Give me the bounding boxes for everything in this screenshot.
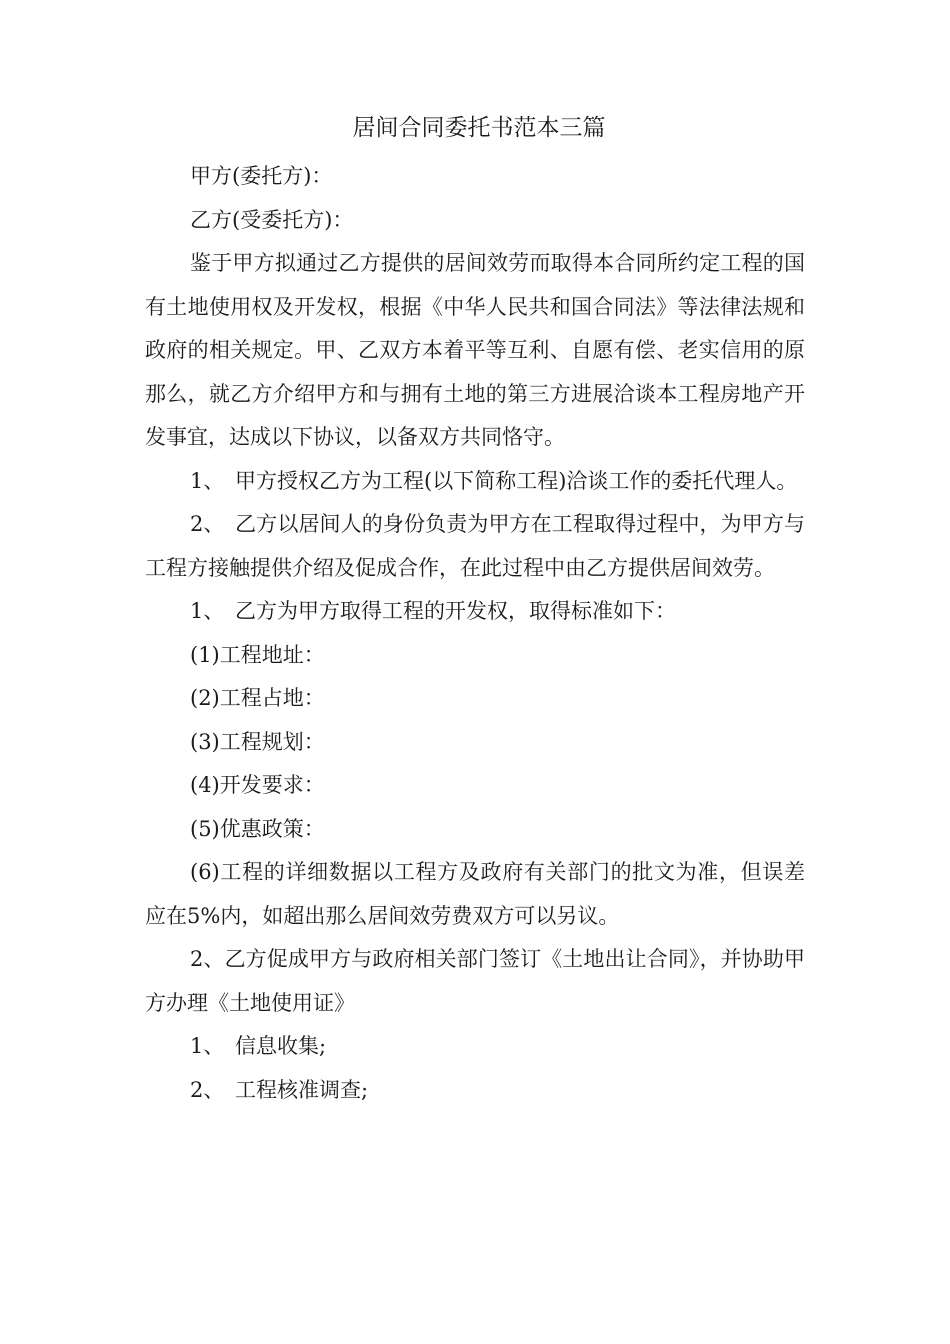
standard-item-6: (6)工程的详细数据以工程方及政府有关部门的批文为准，但误差应在5%内，如超出那么居间效劳费双方可以另议。: [145, 860, 805, 928]
clause-3: [145, 590, 805, 634]
clause-5-number: 1、: [190, 1034, 225, 1058]
clause-5: [145, 1025, 805, 1069]
clause-1-text: 甲方授权乙方为工程(以下简称工程)洽谈工作的委托代理人。: [235, 468, 798, 493]
clause-3-text: 乙方为甲方取得工程的开发权，取得标准如下：: [235, 599, 676, 623]
clause-2-text: 乙方以居间人的身份负责为甲方在工程取得过程中，为甲方与工程方接触提供介绍及促成合作，在此过程中由乙方提供居间效劳。: [145, 512, 805, 580]
preamble-paragraph: 鉴于甲方拟通过乙方提供的居间效劳而取得本合同所约定工程的国有土地使用权及开发权，根据《中华人民共和国合同法》等法律法规和政府的相关规定。甲、乙双方本着平等互利、自愿有偿、老实信用的原那么，就乙方介绍甲方和与拥有土地的第三方进展洽谈本工程房地产开发事宜，达成以下协议，以备双方共同恪守。: [145, 251, 805, 449]
standard-item-1: (1)工程地址：: [190, 642, 325, 667]
clause-4: 2、乙方促成甲方与政府相关部门签订《土地出让合同》，并协助甲方办理《土地使用证》: [145, 947, 805, 1015]
party-b-line: 乙方(受委托方)：: [190, 207, 354, 232]
standard-item-4: (4)开发要求：: [190, 773, 325, 797]
clause-6: [145, 1069, 805, 1113]
standard-item-5: (5)优惠政策：: [190, 816, 325, 841]
clause-6-number: 2、: [190, 1077, 225, 1102]
standard-item-3: (3)工程规划：: [190, 729, 325, 754]
document-title: 居间合同委托书范本三篇: [352, 115, 606, 141]
clause-6-text: 工程核准调查;: [235, 1077, 369, 1102]
clause-5-text: 信息收集;: [235, 1034, 327, 1058]
clause-3-number: 1、: [190, 599, 225, 623]
clause-1: [145, 460, 805, 504]
document-body: [145, 108, 805, 1112]
clause-1-number: 1、: [190, 468, 225, 493]
standard-item-2: (2)工程占地：: [190, 686, 325, 710]
party-a-line: 甲方(委托方)：: [190, 164, 333, 188]
clause-2-number: 2、: [190, 512, 225, 536]
clause-2: [145, 503, 805, 590]
